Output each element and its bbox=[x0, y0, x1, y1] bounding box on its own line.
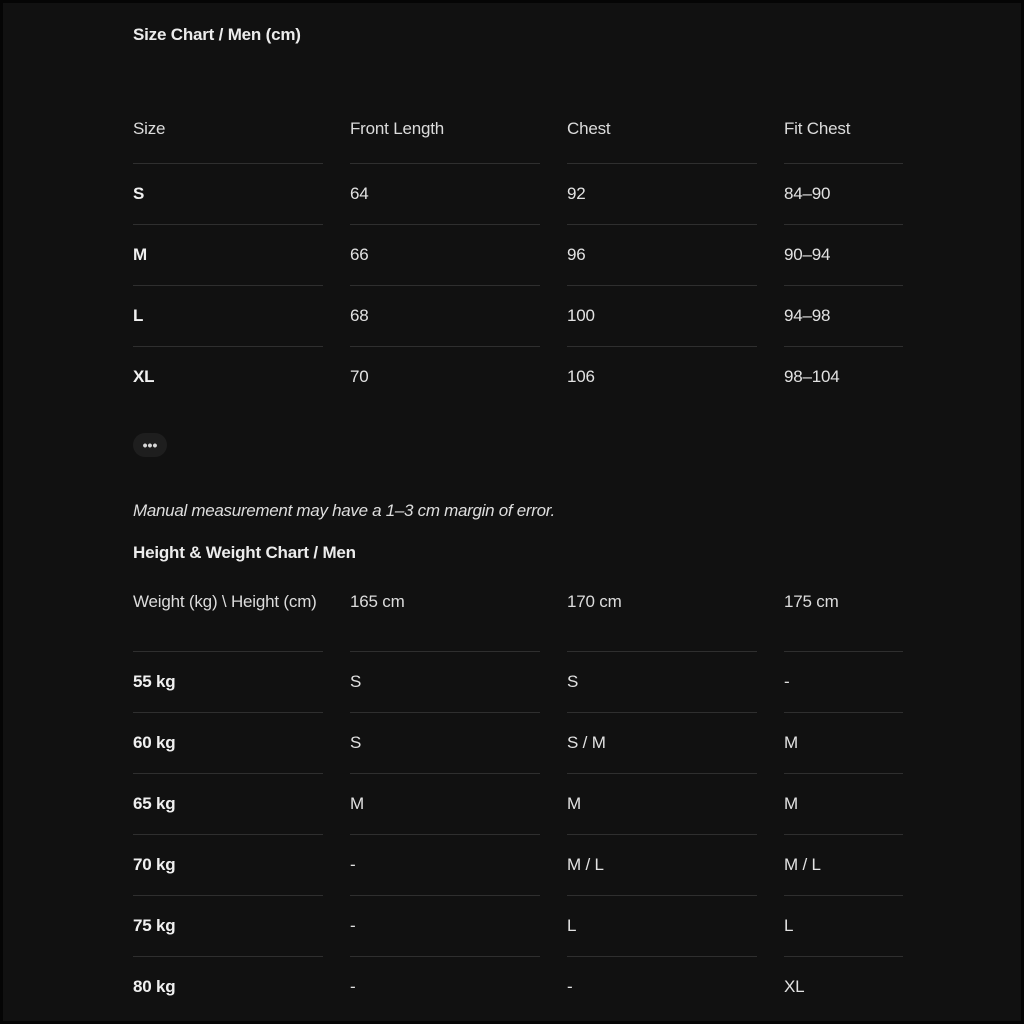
size-chart-cell-fit-chest: 90–94 bbox=[784, 224, 903, 285]
size-chart-cell-chest: 100 bbox=[567, 285, 757, 346]
size-chart-cell-chest: 92 bbox=[567, 163, 757, 224]
hw-cell-weight: 65 kg bbox=[133, 773, 323, 834]
hw-cell-165: M bbox=[350, 773, 540, 834]
size-chart-cell-chest: 96 bbox=[567, 224, 757, 285]
height-weight-chart-title: Height & Weight Chart / Men bbox=[133, 543, 356, 562]
hw-cell-165: S bbox=[350, 651, 540, 712]
size-chart-header-front-length: Front Length bbox=[350, 119, 444, 138]
size-chart-cell-size: M bbox=[133, 224, 323, 285]
hw-cell-weight: 55 kg bbox=[133, 651, 323, 712]
hw-cell-175: L bbox=[784, 895, 903, 956]
hw-cell-165: S bbox=[350, 712, 540, 773]
measurement-note: Manual measurement may have a 1–3 cm margin of error. bbox=[133, 501, 555, 520]
size-chart-cell-front-length: 64 bbox=[350, 163, 540, 224]
size-chart-cell-fit-chest: 94–98 bbox=[784, 285, 903, 346]
size-chart-cell-fit-chest: 84–90 bbox=[784, 163, 903, 224]
size-guide-content bbox=[133, 25, 903, 1017]
hw-cell-170: - bbox=[567, 956, 757, 1017]
hw-cell-165: - bbox=[350, 834, 540, 895]
size-chart-header-size: Size bbox=[133, 119, 166, 138]
hw-cell-175: M bbox=[784, 712, 903, 773]
size-chart-title: Size Chart / Men (cm) bbox=[133, 25, 301, 44]
size-chart-cell-fit-chest: 98–104 bbox=[784, 346, 903, 407]
size-chart-header-chest: Chest bbox=[567, 119, 611, 138]
hw-header-175: 175 cm bbox=[784, 592, 839, 611]
size-chart-header-fit-chest: Fit Chest bbox=[784, 119, 851, 138]
hw-cell-weight: 60 kg bbox=[133, 712, 323, 773]
size-chart-cell-front-length: 68 bbox=[350, 285, 540, 346]
hw-cell-170: M / L bbox=[567, 834, 757, 895]
size-chart-cell-chest: 106 bbox=[567, 346, 757, 407]
hw-cell-175: XL bbox=[784, 956, 903, 1017]
hw-cell-175: M / L bbox=[784, 834, 903, 895]
size-chart-cell-size: XL bbox=[133, 346, 323, 407]
size-chart-cell-size: S bbox=[133, 163, 323, 224]
hw-header-170: 170 cm bbox=[567, 592, 622, 611]
hw-cell-165: - bbox=[350, 956, 540, 1017]
size-chart-table bbox=[133, 91, 903, 407]
hw-cell-170: S / M bbox=[567, 712, 757, 773]
hw-cell-170: L bbox=[567, 895, 757, 956]
hw-cell-165: - bbox=[350, 895, 540, 956]
height-weight-table bbox=[133, 563, 903, 1017]
hw-cell-weight: 75 kg bbox=[133, 895, 323, 956]
hw-cell-175: - bbox=[784, 651, 903, 712]
more-options-button[interactable] bbox=[133, 433, 167, 457]
hw-cell-170: S bbox=[567, 651, 757, 712]
size-chart-cell-front-length: 70 bbox=[350, 346, 540, 407]
hw-header-weight-height: Weight (kg) \ Height (cm) bbox=[133, 592, 317, 611]
hw-cell-weight: 70 kg bbox=[133, 834, 323, 895]
hw-cell-170: M bbox=[567, 773, 757, 834]
hw-header-165: 165 cm bbox=[350, 592, 405, 611]
hw-cell-weight: 80 kg bbox=[133, 956, 323, 1017]
size-chart-cell-front-length: 66 bbox=[350, 224, 540, 285]
more-dots-icon: ••• bbox=[142, 437, 158, 453]
size-chart-cell-size: L bbox=[133, 285, 323, 346]
hw-cell-175: M bbox=[784, 773, 903, 834]
